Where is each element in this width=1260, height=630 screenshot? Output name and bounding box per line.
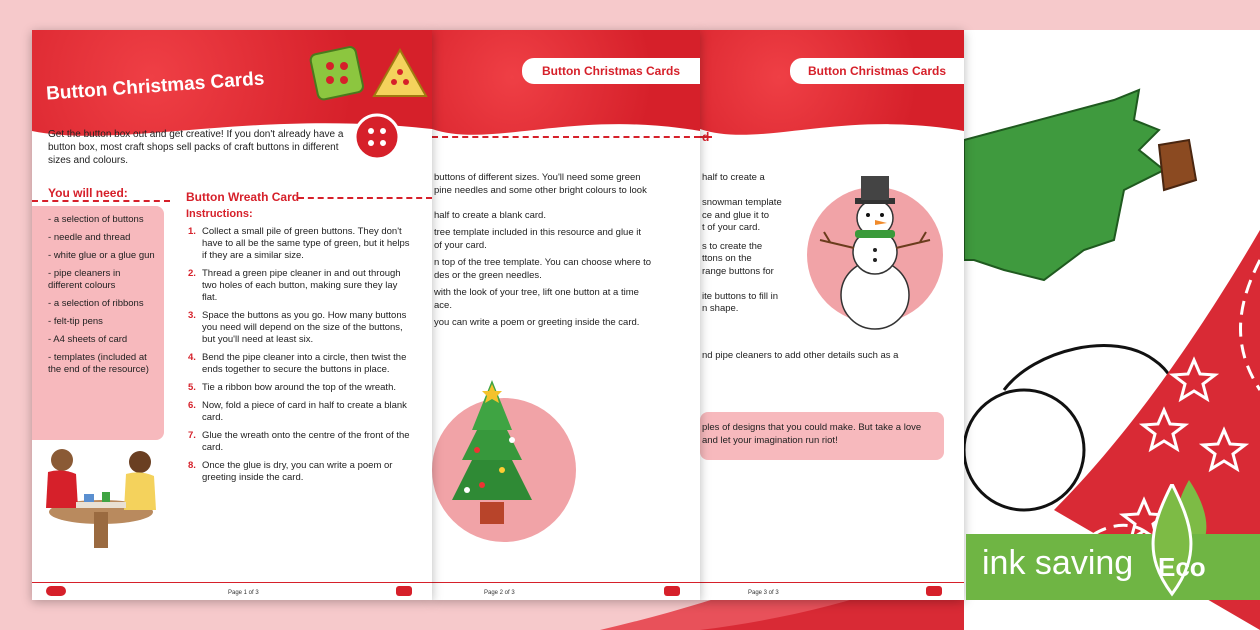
instruction-text: buttons of different sizes. You'll need some green pine needles and some other bright colours to look half to create a blank card. tree template included in this resource and glue it of your card. n top of the tree template. You can choose where to des or the green needles. with the look of your tree, lift one button at a time ace. you can write a poem or greeting inside the card. (434, 172, 652, 328)
page-header (700, 30, 964, 148)
eco-label: Eco (1158, 552, 1206, 582)
tip-note: ples of designs that you could make. But take a love and let your imagination run riot! (700, 412, 944, 460)
snowman-icon (800, 170, 950, 340)
page-header (432, 30, 700, 148)
materials-heading: You will need: (48, 186, 128, 200)
worksheet-page-1 (32, 30, 432, 600)
section-heading-fragment: d (702, 130, 710, 144)
instruction-step: 1. Collect a small pile of green buttons. They don't have to all be the same type of green, but it helps if they are a similar size. (188, 226, 410, 261)
page-title-tab: Button Christmas Cards (790, 58, 964, 84)
dashed-divider (32, 200, 170, 202)
material-item: - needle and thread (48, 232, 156, 244)
brand-logo-icon (396, 586, 412, 596)
page-title: Button Christmas Cards (45, 68, 265, 105)
instruction-step: 7. Glue the wreath onto the centre of the front of the card. (188, 430, 410, 453)
instruction-steps (188, 226, 410, 490)
instruction-step: 4. Bend the pipe cleaner into a circle, then twist the ends together to secure the buttons in place. (188, 352, 407, 375)
instruction-step: 6. Now, fold a piece of card in half to create a blank card. (188, 400, 407, 423)
dashed-divider (432, 136, 700, 138)
brand-logo-icon (926, 586, 942, 596)
footer-divider (32, 582, 432, 583)
instruction-step: 3. Space the buttons as you go. How many buttons you need will depend on the size of the buttons, but you'll need at least six. (188, 310, 407, 345)
ink-saving-eco-badge (966, 534, 1260, 600)
footer-page-number: Page 1 of 3 (228, 590, 259, 596)
footer-page-number: Page 3 of 3 (748, 590, 779, 596)
children-crafting-illustration (36, 432, 166, 552)
instruction-text: half to create a snowman template ce and glue it to t of your card. s to create the ttons on the range buttons for ite buttons to fill in n shape. (702, 172, 782, 314)
footer-page-number: Page 2 of 3 (484, 590, 515, 596)
brand-logo-icon (46, 586, 66, 596)
instructions-heading: Instructions: (186, 208, 253, 220)
page-title-tab: Button Christmas Cards (522, 58, 700, 84)
material-item: - templates (included at the end of the resource) (48, 352, 156, 376)
material-item: - a selection of ribbons (48, 298, 156, 310)
brand-logo-icon (664, 586, 680, 596)
footer-divider (432, 582, 700, 583)
worksheet-page-2 (432, 30, 700, 600)
instruction-step: 8. Once the glue is dry, you can write a poem or greeting inside the card. (188, 460, 393, 483)
material-item: - a selection of buttons (48, 214, 156, 226)
instruction-text-last: nd pipe cleaners to add other details such as a (702, 350, 899, 361)
materials-list (32, 206, 164, 440)
dashed-divider (700, 136, 712, 138)
footer-divider (700, 582, 964, 583)
christmas-tree-icon (432, 380, 582, 550)
intro-text: Get the button box out and get creative! If you don't already have a button box, most craft shops sell packs of craft buttons in different sizes and colours. (48, 129, 344, 166)
material-item: - felt-tip pens (48, 316, 156, 328)
instruction-step: 5. Tie a ribbon bow around the top of the wreath. (188, 382, 396, 393)
dashed-divider (298, 197, 432, 199)
instruction-step: 2. Thread a green pipe cleaner in and out through two holes of each button, making sure they lay flat. (188, 268, 401, 303)
red-button-icon (352, 112, 402, 162)
ink-saving-label: ink saving (982, 544, 1134, 582)
yellow-button-icon (370, 44, 430, 104)
worksheet-page-3 (700, 30, 964, 600)
tree-template-icon (964, 90, 1196, 280)
material-item: - pipe cleaners in different colours (48, 268, 156, 292)
material-item: - A4 sheets of card (48, 334, 156, 346)
section-heading: Button Wreath Card (186, 190, 300, 204)
material-item: - white glue or a glue gun (48, 250, 156, 262)
green-button-icon (308, 44, 368, 104)
